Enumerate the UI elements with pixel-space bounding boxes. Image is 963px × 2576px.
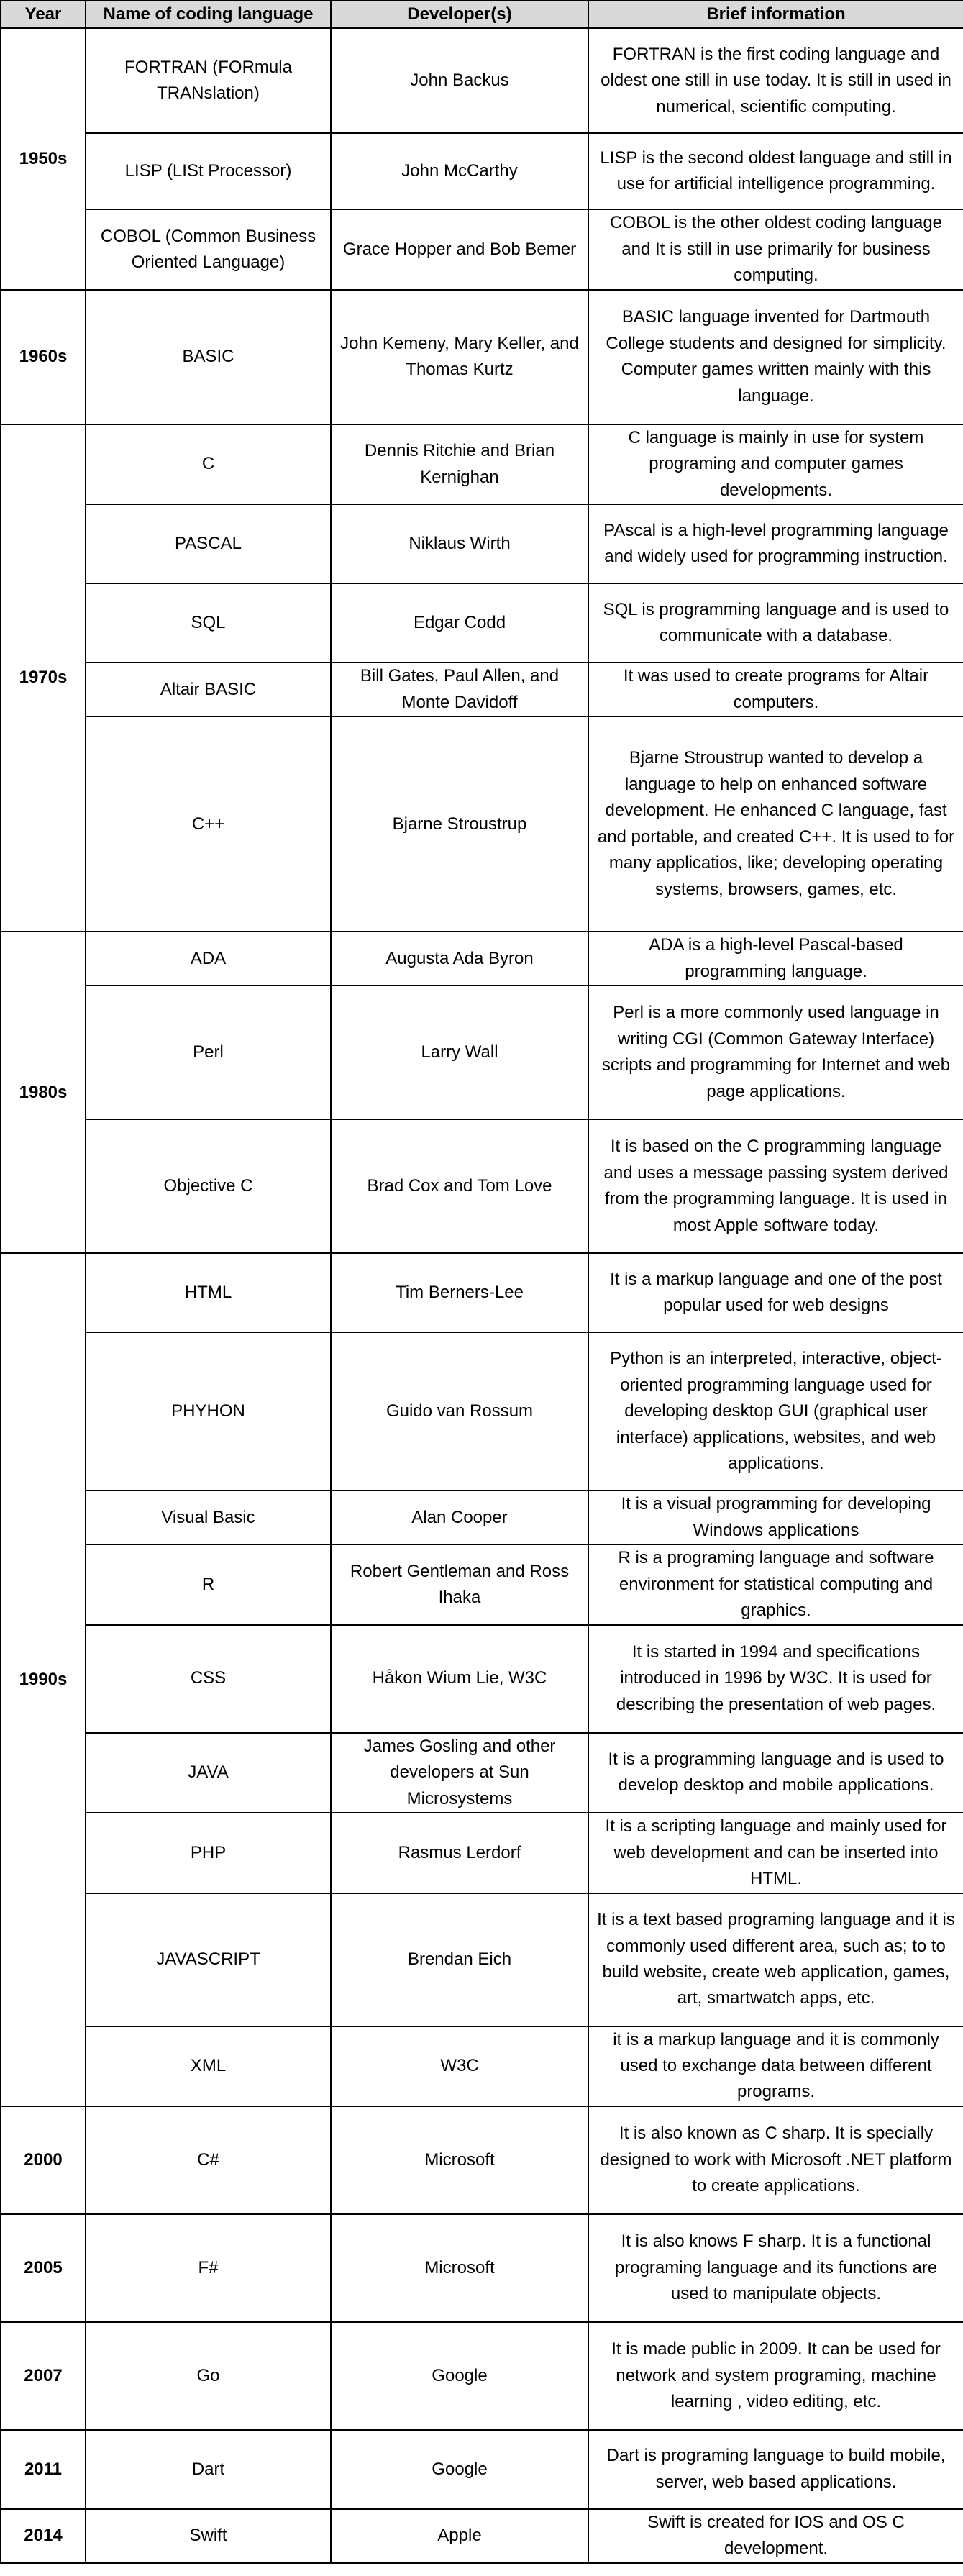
table-body [1,28,963,2562]
info-cell: SQL is programming language and is used to communicate with a database. [588,583,963,663]
developer-cell: Microsoft [331,2214,588,2322]
table-row [1,583,963,663]
developer-cell: Rasmus Lerdorf [331,1813,588,1893]
table-row [1,28,963,133]
developer-cell: W3C [331,2026,588,2106]
info-cell: C language is mainly in use for system programing and computer games developments. [588,424,963,504]
developer-cell: Håkon Wium Lie, W3C [331,1625,588,1733]
language-cell: FORTRAN (FORmula TRANslation) [86,28,331,133]
info-cell: Python is an interpreted, interactive, object-oriented programming language used for developing desktop GUI (graphical user interface) applications, websites, and web applications. [588,1332,963,1490]
developer-cell: Google [331,2430,588,2509]
developer-cell: James Gosling and other developers at Sun Microsystems [331,1733,588,1813]
language-cell: C [86,424,331,504]
language-cell: Visual Basic [86,1490,331,1544]
header-developers: Developer(s) [331,1,588,28]
info-cell: R is a programing language and software environment for statistical computing and graphics. [588,1544,963,1624]
language-cell: Objective C [86,1119,331,1253]
developer-cell: Bjarne Stroustrup [331,716,588,932]
language-cell: F# [86,2214,331,2322]
developer-cell: Guido van Rossum [331,1332,588,1490]
table-row [1,1733,963,1813]
table-row [1,2106,963,2214]
table-row [1,2322,963,2430]
info-cell: Bjarne Stroustrup wanted to develop a language to help on enhanced software development. He enhanced C language, fast and portable, and created C++. It is used to for many applicatios, like; developing operating systems, browsers, games, etc. [588,716,963,932]
language-cell: Altair BASIC [86,663,331,716]
developer-cell: Grace Hopper and Bob Bemer [331,209,588,289]
table-row [1,504,963,583]
info-cell: PAscal is a high-level programming language and widely used for programming instruction. [588,504,963,583]
year-cell: 2007 [1,2322,86,2430]
table-row [1,1119,963,1253]
year-cell: 1980s [1,932,86,1253]
table-row [1,1253,963,1332]
info-cell: It is also knows F sharp. It is a functional programing language and its functions are used to manipulate objects. [588,2214,963,2322]
table-row [1,133,963,209]
table-row [1,1893,963,2026]
header-row [1,1,963,28]
language-cell: R [86,1544,331,1624]
info-cell: It is a visual programming for developing Windows applications [588,1490,963,1544]
language-cell: Swift [86,2509,331,2563]
table-row [1,663,963,716]
info-cell: it is a markup language and it is commonly used to exchange data between different programs. [588,2026,963,2106]
language-cell: JAVASCRIPT [86,1893,331,2026]
language-cell: Perl [86,986,331,1119]
info-cell: It is made public in 2009. It can be used for network and system programing, machine learning , video editing, etc. [588,2322,963,2430]
info-cell: It is also known as C sharp. It is specially designed to work with Microsoft .NET platform to create applications. [588,2106,963,2214]
year-cell: 2005 [1,2214,86,2322]
table-row [1,1490,963,1544]
developer-cell: John McCarthy [331,133,588,209]
table-row [1,424,963,504]
language-cell: XML [86,2026,331,2106]
table-row [1,716,963,932]
info-cell: BASIC language invented for Dartmouth College students and designed for simplicity. Computer games written mainly with this language. [588,290,963,424]
year-cell: 1970s [1,424,86,932]
language-cell: Dart [86,2430,331,2509]
info-cell: It is a scripting language and mainly used for web development and can be inserted into HTML. [588,1813,963,1893]
table-row [1,2026,963,2106]
table-row [1,2214,963,2322]
developer-cell: Microsoft [331,2106,588,2214]
year-cell: 2014 [1,2509,86,2563]
developer-cell: Alan Cooper [331,1490,588,1544]
info-cell: ADA is a high-level Pascal-based programming language. [588,932,963,986]
language-cell: PHP [86,1813,331,1893]
info-cell: Perl is a more commonly used language in writing CGI (Common Gateway Interface) scripts and programming for Internet and web page applications. [588,986,963,1119]
developer-cell: Bill Gates, Paul Allen, and Monte Davidoff [331,663,588,716]
year-cell: 2000 [1,2106,86,2214]
info-cell: Dart is programing language to build mobile, server, web based applications. [588,2430,963,2509]
year-cell: 1990s [1,1253,86,2106]
developer-cell: John Backus [331,28,588,133]
language-cell: PHYHON [86,1332,331,1490]
language-cell: COBOL (Common Business Oriented Language) [86,209,331,289]
language-cell: LISP (LISt Processor) [86,133,331,209]
language-cell: C# [86,2106,331,2214]
language-cell: C++ [86,716,331,932]
language-cell: ADA [86,932,331,986]
info-cell: It was used to create programs for Altair computers. [588,663,963,716]
header-brief-info: Brief information [588,1,963,28]
info-cell: It is a markup language and one of the post popular used for web designs [588,1253,963,1332]
info-cell: It is a text based programing language and it is commonly used different area, such as; to to build website, create web application, games, art, smartwatch apps, etc. [588,1893,963,2026]
language-cell: SQL [86,583,331,663]
year-cell: 2011 [1,2430,86,2509]
developer-cell: Larry Wall [331,986,588,1119]
table-row [1,2509,963,2563]
table-row [1,1813,963,1893]
table-row [1,290,963,424]
language-cell: CSS [86,1625,331,1733]
header-language: Name of coding language [86,1,331,28]
info-cell: Swift is created for IOS and OS C development. [588,2509,963,2563]
table-row [1,986,963,1119]
developer-cell: Tim Berners-Lee [331,1253,588,1332]
language-cell: BASIC [86,290,331,424]
developer-cell: Dennis Ritchie and Brian Kernighan [331,424,588,504]
language-cell: JAVA [86,1733,331,1813]
table-row [1,1544,963,1624]
year-cell: 1950s [1,28,86,289]
table-row [1,2430,963,2509]
developer-cell: Edgar Codd [331,583,588,663]
developer-cell: Brendan Eich [331,1893,588,2026]
table-row [1,1625,963,1733]
info-cell: It is based on the C programming language and uses a message passing system derived from the programming language. It is used in most Apple software today. [588,1119,963,1253]
header-year: Year [1,1,86,28]
developer-cell: Niklaus Wirth [331,504,588,583]
info-cell: LISP is the second oldest language and still in use for artificial intelligence programming. [588,133,963,209]
info-cell: It is a programming language and is used to develop desktop and mobile applications. [588,1733,963,1813]
language-cell: Go [86,2322,331,2430]
developer-cell: Augusta Ada Byron [331,932,588,986]
table-row [1,1332,963,1490]
table-row [1,932,963,986]
developer-cell: Brad Cox and Tom Love [331,1119,588,1253]
year-cell: 1960s [1,290,86,424]
language-cell: PASCAL [86,504,331,583]
developer-cell: Apple [331,2509,588,2563]
developer-cell: Robert Gentleman and Ross Ihaka [331,1544,588,1624]
info-cell: FORTRAN is the first coding language and oldest one still in use today. It is still in used in numerical, scientific computing. [588,28,963,133]
developer-cell: Google [331,2322,588,2430]
language-cell: HTML [86,1253,331,1332]
table-row [1,209,963,289]
info-cell: It is started in 1994 and specifications introduced in 1996 by W3C. It is used for describing the presentation of web pages. [588,1625,963,1733]
info-cell: COBOL is the other oldest coding language and It is still in use primarily for business computing. [588,209,963,289]
developer-cell: John Kemeny, Mary Keller, and Thomas Kurtz [331,290,588,424]
